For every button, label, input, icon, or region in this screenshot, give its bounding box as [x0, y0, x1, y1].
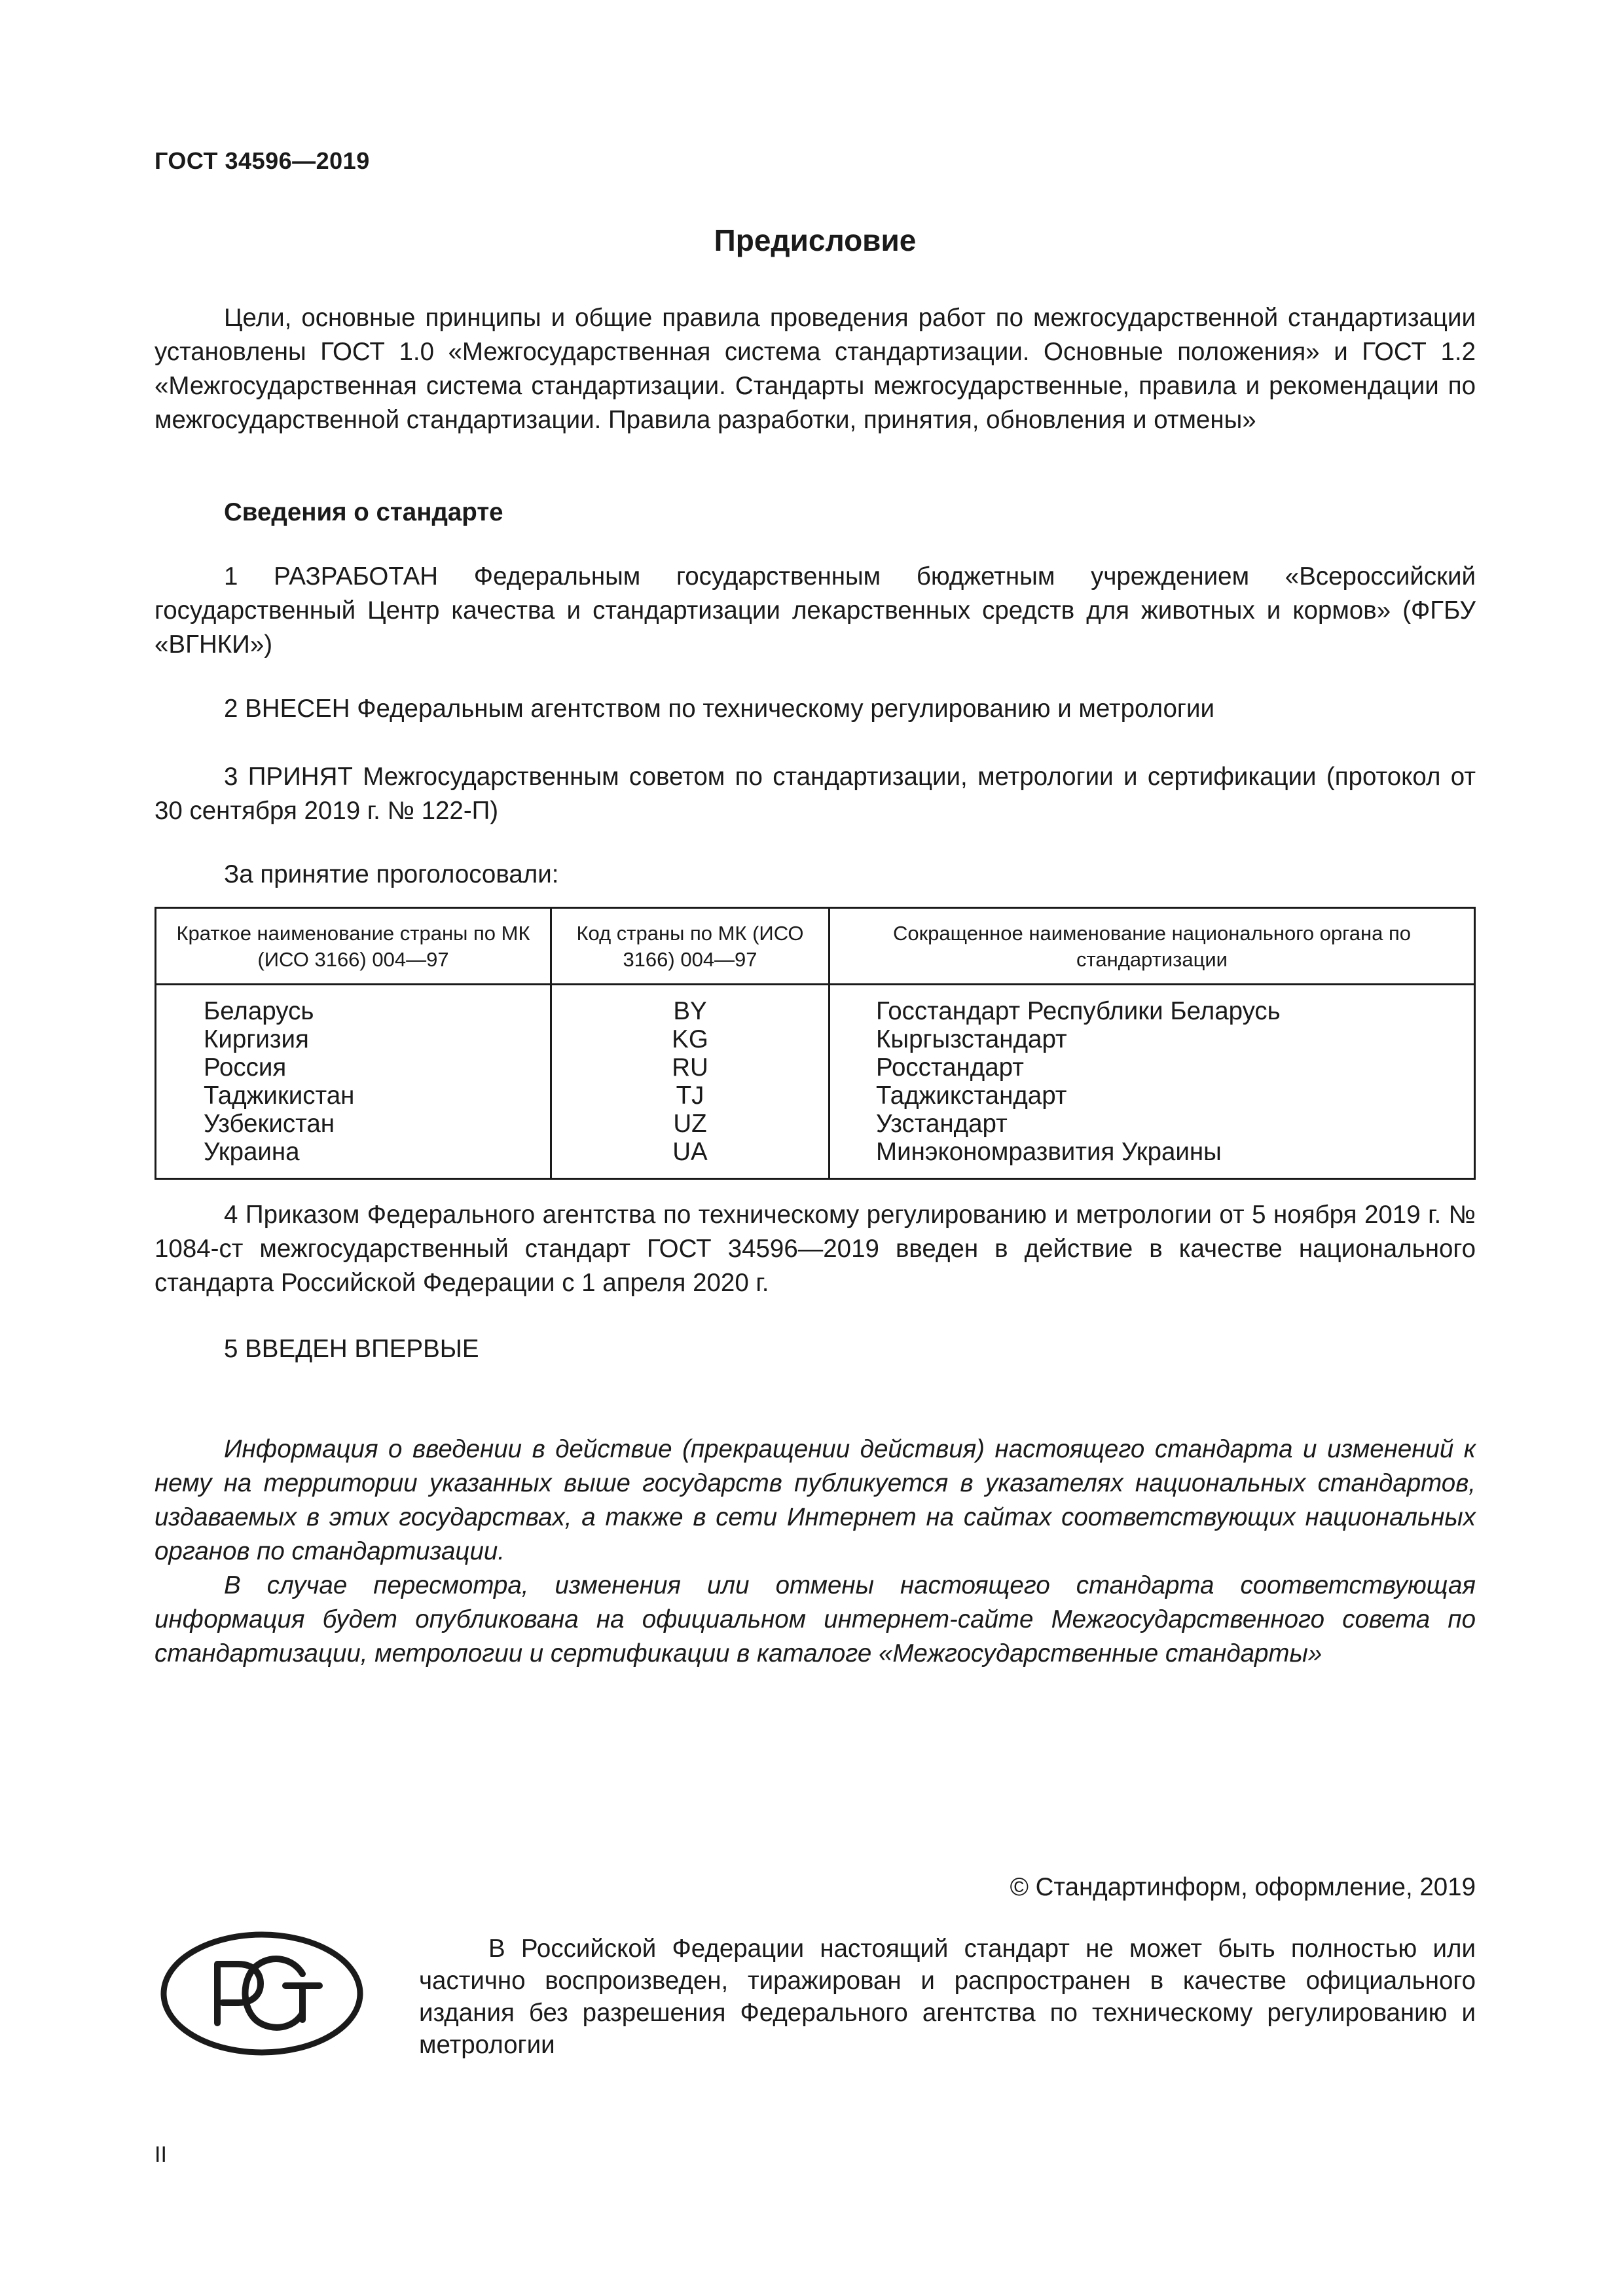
item-5-first-introduced: 5 ВВЕДЕН ВПЕРВЫЕ: [224, 1335, 479, 1363]
item-3-adopted: 3 ПРИНЯТ Межгосударственным советом по стандартизации, метрологии и сертификации (протокол от 30 сентября 2019 г. № 122-П): [155, 763, 1476, 825]
rst-emblem-icon: [157, 1928, 367, 2059]
copyright-line: © Стандартинформ, оформление, 2019: [1010, 1873, 1476, 1901]
document-code: ГОСТ 34596—2019: [155, 147, 370, 174]
cell-country: Россия: [204, 1053, 287, 1082]
table-row: [156, 1138, 1475, 1179]
item-1-developed: 1 РАЗРАБОТАН Федеральным государственным бюджетным учреждением «Всероссийский государственный Центр качества и стандартизации лекарственных средств для животных и кормов» (ФГБУ «ВГНКИ»): [155, 562, 1476, 659]
item-2-introduced: 2 ВНЕСЕН Федеральным агентством по техническому регулированию и метрологии: [224, 695, 1214, 723]
cell-org: Кыргызстандарт: [830, 1025, 1475, 1053]
cell-code: TJ: [551, 1082, 830, 1110]
cell-code: BY: [551, 985, 830, 1026]
cell-org: Таджикстандарт: [830, 1082, 1475, 1110]
intro-paragraph: Цели, основные принципы и общие правила проведения работ по межгосударственной стандартизации установлены ГОСТ 1.0 «Межгосударственная система стандартизации. Основные положения» и ГОСТ 1.2 «Межгосударственная система стандартизации. Стандарты межгосударственные, правила и рекомендации по межгосударственной стандартизации. Правила разработки, принятия, обновления и отмены»: [155, 304, 1476, 434]
cell-org: Узстандарт: [830, 1110, 1475, 1138]
cell-code: UA: [551, 1138, 830, 1179]
cell-org: Госстандарт Республики Беларусь: [830, 985, 1475, 1026]
legal-notice: В Российской Федерации настоящий стандарт не может быть полностью или частично воспроизведен, тиражирован и распространен в качестве официального издания без разрешения Федерального агентства по техническому регулированию и метрологии: [419, 1935, 1476, 2059]
item-4-enacted: 4 Приказом Федерального агентства по техническому регулированию и метрологии от 5 ноября 2019 г. № 1084-ст межгосударственный стандарт ГОСТ 34596—2019 введен в действие в качестве национального стандарта Российской Федерации с 1 апреля 2020 г.: [155, 1201, 1476, 1297]
table-header-row: [156, 908, 1475, 985]
notice-paragraph-2: В случае пересмотра, изменения или отмены настоящего стандарта соответствующая информация будет опубликована на официальном интернет-сайте Межгосударственного совета по стандартизации, метрологии и сертификации в каталоге «Межгосударственные стандарты»: [155, 1571, 1476, 1667]
page-number: II: [155, 2142, 167, 2167]
cell-country: Украина: [204, 1138, 300, 1166]
cell-code: RU: [551, 1053, 830, 1082]
table-row: [156, 1110, 1475, 1138]
cell-code: UZ: [551, 1110, 830, 1138]
cell-country: Беларусь: [204, 997, 314, 1025]
cell-country: Узбекистан: [204, 1110, 335, 1138]
voted-label: За принятие проголосовали:: [224, 860, 559, 888]
cell-org: Росстандарт: [830, 1053, 1475, 1082]
info-heading: Сведения о стандарте: [224, 498, 503, 526]
header-code: Код страны по МК (ИСО 3166) 004—97: [551, 908, 830, 985]
cell-country: Таджикистан: [204, 1082, 355, 1110]
table-row: [156, 1025, 1475, 1053]
table-row: [156, 985, 1475, 1026]
notice-paragraph-1: Информация о введении в действие (прекращении действия) настоящего стандарта и изменений к нему на территории указанных выше государств публикуется в указателях национальных стандартов, издаваемых в этих государствах, а также в сети Интернет на сайтах соответствующих национальных органов по стандартизации.: [155, 1435, 1476, 1565]
votes-table: [155, 907, 1476, 1180]
cell-country: Киргизия: [204, 1025, 309, 1053]
table-row: [156, 1082, 1475, 1110]
cell-code: KG: [551, 1025, 830, 1053]
header-country: Краткое наименование страны по МК (ИСО 3166) 004—97: [156, 908, 551, 985]
table-row: [156, 1053, 1475, 1082]
cell-org: Минэкономразвития Украины: [830, 1138, 1475, 1179]
page-title: Предисловие: [714, 223, 917, 257]
header-org: Сокращенное наименование национального органа по стандартизации: [830, 908, 1475, 985]
